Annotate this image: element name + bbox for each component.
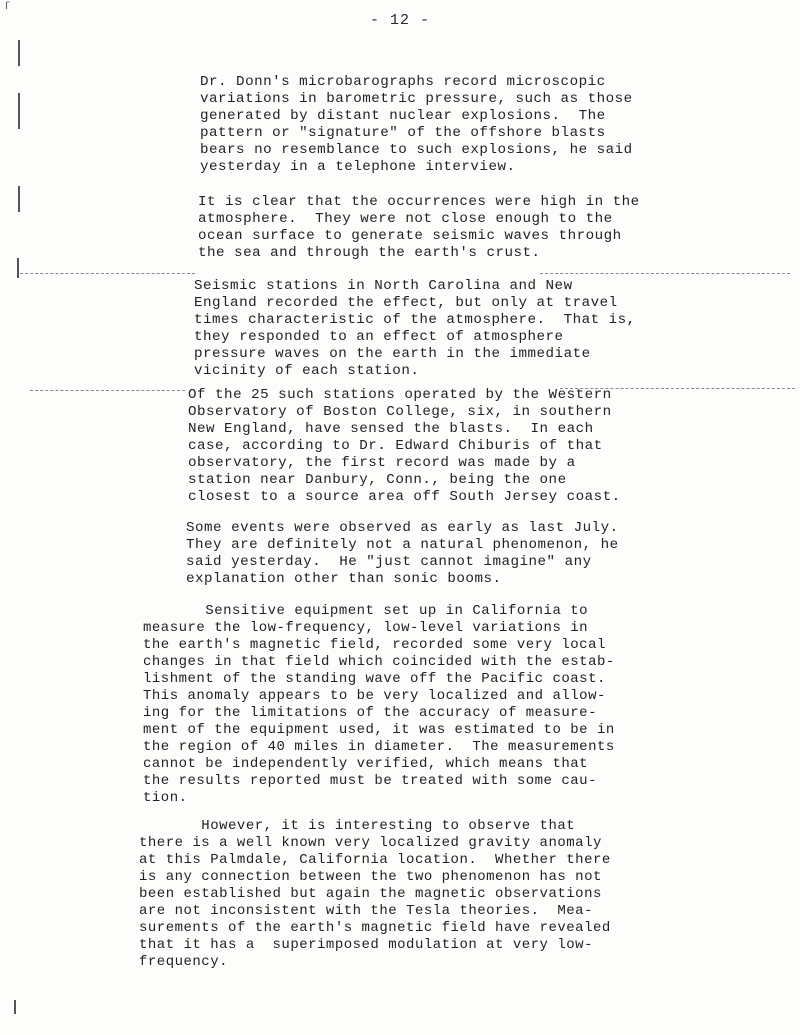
scan-artifact-bar bbox=[18, 186, 20, 212]
scan-artifact-bar bbox=[17, 258, 19, 278]
scan-artifact-line bbox=[20, 273, 195, 274]
text-line: at this Palmdale, California location. Whether there bbox=[139, 852, 611, 868]
text-line: tion. bbox=[143, 790, 188, 806]
text-line: generated by distant nuclear explosions. The bbox=[200, 108, 606, 124]
scan-artifact-corner: ſ bbox=[4, 2, 11, 13]
text-line: Observatory of Boston College, six, in southern bbox=[188, 404, 612, 420]
text-line: the results reported must be treated with some cau- bbox=[143, 773, 597, 789]
text-line: bears no resemblance to such explosions, he said bbox=[200, 142, 633, 158]
text-line: Sensitive equipment set up in California to bbox=[143, 603, 589, 619]
text-line: the earth's magnetic field, recorded some very local bbox=[143, 637, 606, 653]
paragraph-boston-college bbox=[188, 387, 621, 506]
text-line: New England, have sensed the blasts. In each bbox=[188, 421, 594, 437]
text-line: times characteristic of the atmosphere. That is, bbox=[194, 312, 636, 328]
paragraph-seismic-stations bbox=[194, 278, 636, 380]
text-line: measure the low-frequency, low-level variations in bbox=[143, 620, 589, 636]
text-line: This anomaly appears to be very localized and allow- bbox=[143, 688, 606, 704]
text-line: said yesterday. He "just cannot imagine" any bbox=[186, 554, 592, 570]
scan-artifact-bar bbox=[18, 93, 20, 129]
scan-artifact-bar bbox=[14, 1000, 16, 1014]
text-line: surements of the earth's magnetic field have revealed bbox=[139, 920, 611, 936]
text-line: Of the 25 such stations operated by the Western bbox=[188, 387, 612, 403]
text-line: observatory, the first record was made by a bbox=[188, 455, 576, 471]
text-line: pattern or "signature" of the offshore blasts bbox=[200, 125, 606, 141]
scan-artifact-line bbox=[30, 390, 185, 391]
scan-artifact-bar bbox=[18, 40, 20, 66]
text-line: yesterday in a telephone interview. bbox=[200, 159, 516, 175]
text-line: there is a well known very localized gravity anomaly bbox=[139, 835, 602, 851]
text-line: ing for the limitations of the accuracy of measure- bbox=[143, 705, 597, 721]
text-line: closest to a source area off South Jersey coast. bbox=[188, 489, 621, 505]
text-line: they responded to an effect of atmosphere bbox=[194, 329, 564, 345]
text-line: lishment of the standing wave off the Pacific coast. bbox=[143, 671, 606, 687]
paragraph-high-atmosphere bbox=[198, 194, 640, 262]
text-line: is any connection between the two phenomenon has not bbox=[139, 869, 602, 885]
text-line: the sea and through the earth's crust. bbox=[198, 245, 541, 261]
text-line: station near Danbury, Conn., being the one bbox=[188, 472, 567, 488]
paragraph-gravity-anomaly bbox=[139, 818, 611, 971]
text-line: However, it is interesting to observe that bbox=[139, 818, 576, 834]
page-number: - 12 - bbox=[369, 12, 430, 29]
text-line: Dr. Donn's microbarographs record microscopic bbox=[200, 74, 606, 90]
scan-artifact-line bbox=[540, 273, 790, 274]
text-line: Seismic stations in North Carolina and New bbox=[194, 278, 573, 294]
text-line: ocean surface to generate seismic waves through bbox=[198, 228, 622, 244]
text-line: the region of 40 miles in diameter. The measurements bbox=[143, 739, 615, 755]
text-line: changes in that field which coincided with the estab- bbox=[143, 654, 615, 670]
text-line: They are definitely not a natural phenomenon, he bbox=[186, 537, 619, 553]
text-line: case, according to Dr. Edward Chiburis of that bbox=[188, 438, 603, 454]
text-line: England recorded the effect, but only at travel bbox=[194, 295, 618, 311]
text-line: Some events were observed as early as last July. bbox=[186, 520, 619, 536]
text-line: are not inconsistent with the Tesla theories. Mea- bbox=[139, 903, 593, 919]
text-line: that it has a superimposed modulation at very low- bbox=[139, 937, 593, 953]
text-line: ment of the equipment used, it was estimated to be in bbox=[143, 722, 615, 738]
text-line: vicinity of each station. bbox=[194, 363, 420, 379]
text-line: explanation other than sonic booms. bbox=[186, 571, 502, 587]
paragraph-microbarographs bbox=[200, 74, 633, 176]
text-line: pressure waves on the earth in the immediate bbox=[194, 346, 591, 362]
text-line: been established but again the magnetic observations bbox=[139, 886, 602, 902]
paragraph-magnetic-field bbox=[143, 603, 615, 807]
text-line: variations in barometric pressure, such as those bbox=[200, 91, 633, 107]
paragraph-sonic-booms bbox=[186, 520, 619, 588]
text-line: cannot be independently verified, which means that bbox=[143, 756, 589, 772]
text-line: frequency. bbox=[139, 954, 229, 970]
text-line: It is clear that the occurrences were high in the bbox=[198, 194, 640, 210]
text-line: atmosphere. They were not close enough to the bbox=[198, 211, 613, 227]
